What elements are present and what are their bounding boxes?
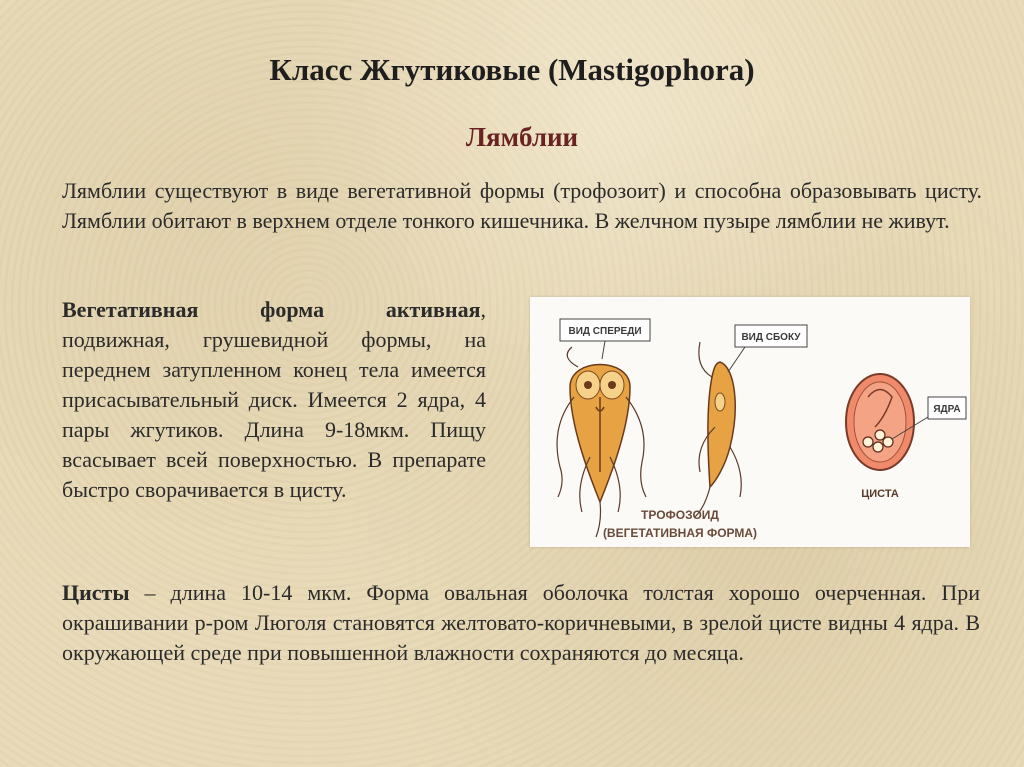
trophozoite-side-view: [695, 342, 741, 517]
caption-vegetative-form: (ВЕГЕТАТИВНАЯ ФОРМА): [602, 526, 758, 540]
giardia-diagram: [530, 297, 970, 547]
cysts-text: – длина 10-14 мкм. Форма овальная оболочка толстая хорошо очерченная. При окрашивании р-ром Люголя становятся желтовато-коричневыми, в зрелой цисте видны 4 ядра. В окружающей среде при повышенной влажности сохраняются до месяца.: [62, 580, 980, 665]
label-cyst: ЦИСТА: [861, 488, 899, 500]
vegetative-form-text: , подвижная, грушевидной формы, на переднем затупленном конец тела имеется присасывательный диск. Имеется 2 ядра, 4 пары жгутиков. Длина 9-18мкм. Пищу всасывает всей поверхностью. В препарате быстро сворачивается в цисту.: [62, 297, 486, 502]
label-nuclei: ЯДРА: [933, 404, 961, 415]
label-front-view: ВИД СПЕРЕДИ: [568, 326, 642, 337]
slide-subtitle: Лямблии: [465, 122, 579, 152]
vegetative-form-bold: Вегетативная форма активная: [62, 297, 481, 322]
cysts-bold: Цисты: [62, 580, 130, 605]
intro-paragraph: Лямблии существуют в виде вегетативной формы (трофозоит) и способна образовывать цисту. Лямблии обитают в верхнем отделе тонкого кишечника. В желчном пузыре лямблии не живут.: [62, 178, 982, 233]
cysts-paragraph: [62, 578, 980, 668]
vegetative-form-paragraph: [62, 295, 486, 505]
cyst-drawing: [846, 374, 914, 470]
caption-trophozoite: ТРОФОЗОИД: [641, 508, 719, 522]
trophozoite-front-view: [557, 347, 646, 537]
label-side-view: ВИД СБОКУ: [741, 332, 801, 343]
giardia-illustration: [530, 297, 970, 547]
slide-title: Класс Жгутиковые (Mastigophora): [269, 52, 755, 87]
